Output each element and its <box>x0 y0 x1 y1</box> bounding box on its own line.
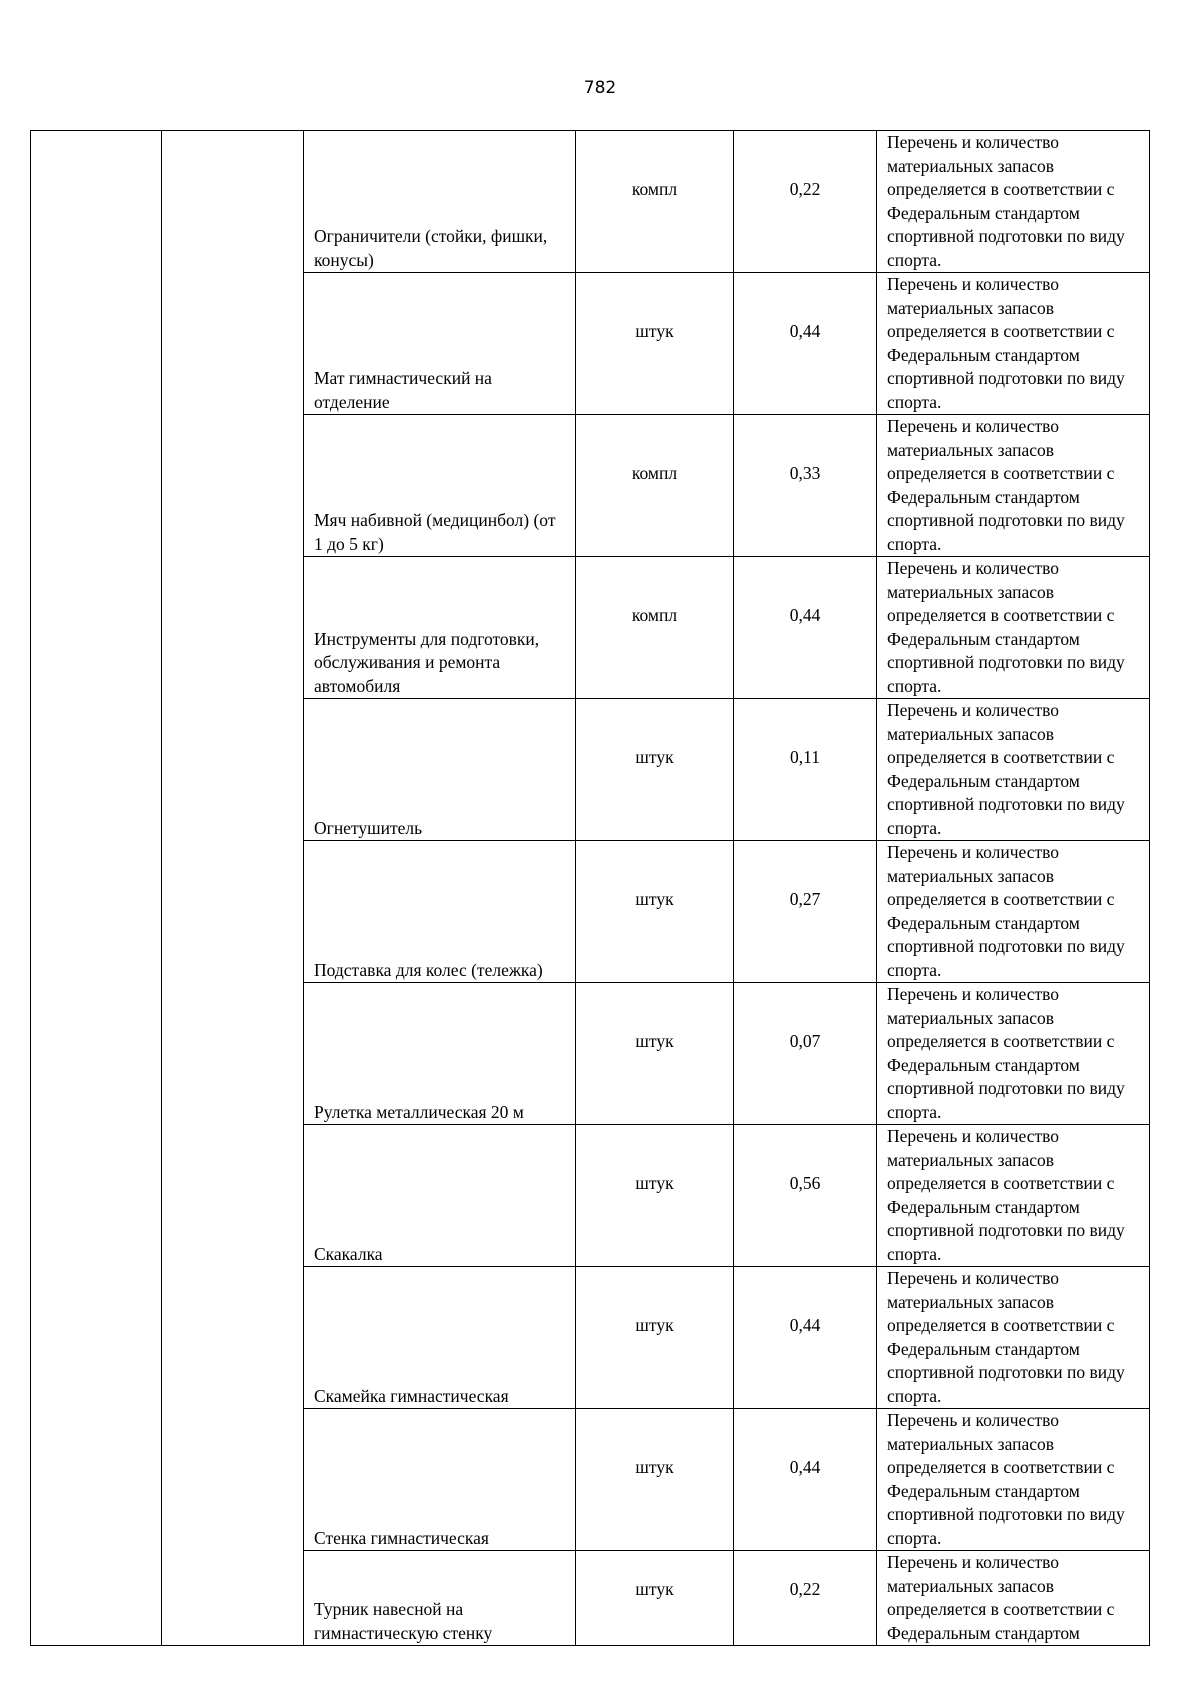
item-note-text: Перечень и количество материальных запасов определяется в соответствии с Федеральным стандартом спортивной подготовки по виду спорта. <box>887 274 1125 412</box>
item-unit-text: штук <box>635 746 674 767</box>
item-unit-text: штук <box>635 1030 674 1051</box>
item-note <box>877 841 1150 983</box>
item-name: Рулетка металлическая 20 м <box>304 983 576 1125</box>
item-note <box>877 557 1150 699</box>
item-qty-text: 0,33 <box>789 462 821 483</box>
item-note <box>877 1551 1150 1646</box>
item-unit-text: штук <box>635 1579 674 1600</box>
item-note <box>877 699 1150 841</box>
page-number: 782 <box>583 78 617 98</box>
item-note-text: Перечень и количество материальных запасов определяется в соответствии с Федеральным стандартом спортивной подготовки по виду спорта. <box>887 984 1125 1122</box>
item-qty <box>734 273 877 415</box>
item-qty-text: 0,44 <box>789 1456 821 1477</box>
empty-cell-col1 <box>31 131 162 1646</box>
item-unit <box>576 983 734 1125</box>
item-note <box>877 1125 1150 1267</box>
item-qty-text: 0,44 <box>789 604 821 625</box>
item-note <box>877 1267 1150 1409</box>
item-qty <box>734 415 877 557</box>
item-unit-text: компл <box>631 178 678 199</box>
item-note-text: Перечень и количество материальных запасов определяется в соответствии с Федеральным стандартом спортивной подготовки по виду спорта. <box>887 842 1125 980</box>
item-note-text: Перечень и количество материальных запасов определяется в соответствии с Федеральным стандартом <box>887 1552 1115 1643</box>
item-name: Инструменты для подготовки, обслуживания и ремонта автомобиля <box>304 557 576 699</box>
item-unit-text: штук <box>635 1172 674 1193</box>
item-unit-text: штук <box>635 888 674 909</box>
item-note-text: Перечень и количество материальных запасов определяется в соответствии с Федеральным стандартом спортивной подготовки по виду спорта. <box>887 1268 1125 1406</box>
item-unit <box>576 131 734 273</box>
item-name: Стенка гимнастическая <box>304 1409 576 1551</box>
item-name: Огнетушитель <box>304 699 576 841</box>
item-note-text: Перечень и количество материальных запасов определяется в соответствии с Федеральным стандартом спортивной подготовки по виду спорта. <box>887 132 1125 270</box>
item-note <box>877 983 1150 1125</box>
item-unit-text: штук <box>635 1314 674 1335</box>
item-qty-text: 0,22 <box>789 1579 821 1600</box>
item-name: Турник навесной на гимнастическую стенку <box>304 1551 576 1646</box>
item-qty <box>734 983 877 1125</box>
empty-cell-col2 <box>162 131 304 1646</box>
item-note-text: Перечень и количество материальных запасов определяется в соответствии с Федеральным стандартом спортивной подготовки по виду спорта. <box>887 700 1125 838</box>
item-qty-text: 0,44 <box>789 1314 821 1335</box>
item-qty-text: 0,11 <box>790 746 820 767</box>
item-unit-text: компл <box>631 604 678 625</box>
item-qty <box>734 1551 877 1646</box>
item-unit <box>576 557 734 699</box>
equipment-table <box>30 130 1150 1646</box>
item-qty <box>734 557 877 699</box>
item-note <box>877 273 1150 415</box>
item-unit <box>576 841 734 983</box>
item-unit <box>576 1125 734 1267</box>
table-row <box>31 131 1150 273</box>
item-qty-text: 0,44 <box>789 320 821 341</box>
item-unit <box>576 1551 734 1646</box>
item-name: Скамейка гимнастическая <box>304 1267 576 1409</box>
item-qty <box>734 841 877 983</box>
item-unit <box>576 415 734 557</box>
item-qty <box>734 699 877 841</box>
item-qty-text: 0,56 <box>789 1172 821 1193</box>
item-name: Подставка для колес (тележка) <box>304 841 576 983</box>
item-note-text: Перечень и количество материальных запасов определяется в соответствии с Федеральным стандартом спортивной подготовки по виду спорта. <box>887 416 1125 554</box>
item-unit <box>576 1267 734 1409</box>
item-note-text: Перечень и количество материальных запасов определяется в соответствии с Федеральным стандартом спортивной подготовки по виду спорта. <box>887 1126 1125 1264</box>
item-unit <box>576 699 734 841</box>
item-name: Мяч набивной (медицинбол) (от 1 до 5 кг) <box>304 415 576 557</box>
item-name: Скакалка <box>304 1125 576 1267</box>
item-note <box>877 131 1150 273</box>
item-qty-text: 0,22 <box>789 178 821 199</box>
item-unit <box>576 1409 734 1551</box>
item-note-text: Перечень и количество материальных запасов определяется в соответствии с Федеральным стандартом спортивной подготовки по виду спорта. <box>887 558 1125 696</box>
item-unit-text: штук <box>635 320 674 341</box>
item-qty-text: 0,07 <box>789 1030 821 1051</box>
item-note <box>877 1409 1150 1551</box>
item-qty <box>734 1267 877 1409</box>
item-qty <box>734 131 877 273</box>
item-unit-text: штук <box>635 1456 674 1477</box>
item-qty-text: 0,27 <box>789 888 821 909</box>
item-qty <box>734 1409 877 1551</box>
item-note <box>877 415 1150 557</box>
item-note-text: Перечень и количество материальных запасов определяется в соответствии с Федеральным стандартом спортивной подготовки по виду спорта. <box>887 1410 1125 1548</box>
item-unit-text: компл <box>631 462 678 483</box>
item-qty <box>734 1125 877 1267</box>
item-unit <box>576 273 734 415</box>
item-name: Мат гимнастический на отделение <box>304 273 576 415</box>
item-name: Ограничители (стойки, фишки, конусы) <box>304 131 576 273</box>
